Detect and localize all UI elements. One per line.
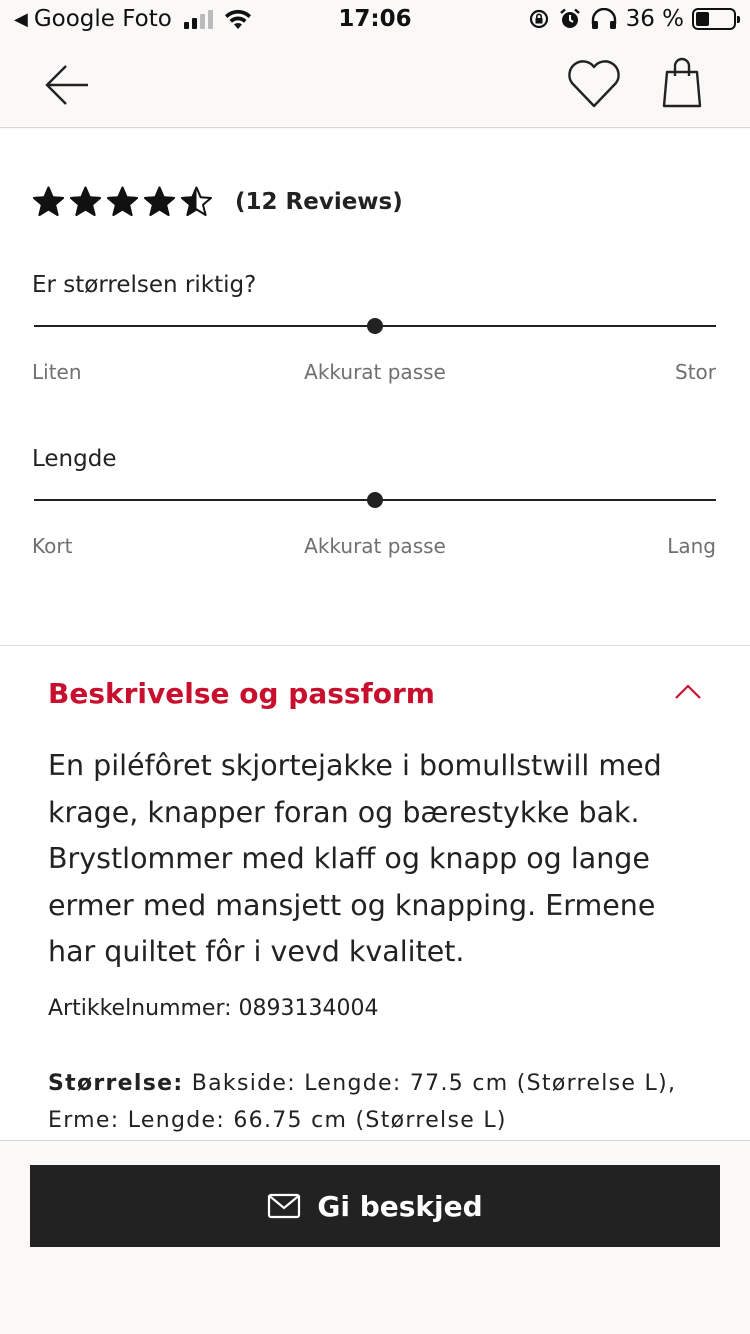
bottom-action-bar [0, 1140, 750, 1334]
size-info-value: Bakside: Lengde: 77.5 cm (Størrelse L), Erme: Lengde: 66.75 cm (Størrelse L) [48, 1071, 677, 1133]
fit-question-label: Lengde [32, 446, 117, 472]
description-title: Beskrivelse og passform [48, 677, 435, 710]
fit-label-max: Stor [675, 360, 716, 384]
notify-me-label: Gi beskjed [317, 1189, 483, 1223]
arrow-left-icon[interactable] [44, 62, 90, 108]
description-accordion-header[interactable] [48, 677, 708, 717]
star-rating [32, 186, 213, 218]
fit-size-marker [367, 318, 383, 334]
star-full-icon [69, 186, 102, 218]
article-number: Artikkelnummer: 0893134004 [48, 996, 379, 1021]
status-bar [0, 0, 750, 42]
chevron-up-icon [674, 681, 702, 701]
notify-me-button[interactable] [30, 1165, 720, 1247]
battery-icon [692, 8, 736, 30]
back-app-label: Google Foto [33, 6, 172, 32]
headphones-icon [590, 8, 618, 30]
product-details [0, 129, 750, 1140]
envelope-icon [267, 1193, 301, 1219]
star-full-icon [143, 186, 176, 218]
orientation-lock-icon [528, 8, 550, 30]
star-full-icon [106, 186, 139, 218]
size-info [48, 1065, 708, 1139]
fit-length-question [32, 446, 718, 566]
fit-label-max: Lang [667, 534, 716, 558]
shopping-bag-icon[interactable] [658, 56, 706, 110]
fit-label-mid: Akkurat passe [304, 360, 446, 384]
fit-question-label: Er størrelsen riktig? [32, 272, 257, 298]
rating-summary [32, 186, 403, 218]
section-divider [0, 645, 750, 646]
alarm-icon [558, 7, 582, 31]
battery-percent: 36 % [625, 6, 684, 32]
fit-label-min: Liten [32, 360, 82, 384]
status-right [528, 6, 736, 32]
fit-label-min: Kort [32, 534, 73, 558]
status-time: 17:06 [338, 6, 412, 32]
reviews-link[interactable]: (12 Reviews) [235, 189, 403, 215]
star-half-icon [180, 186, 213, 218]
back-to-app-icon: ◀ [14, 8, 28, 30]
description-text: En piléfôret skjortejakke i bomullstwill med krage, knapper foran og bærestykke bak. Brystlommer med klaff og knapp og lange ermer med mansjett og knapping. Ermene har quiltet fôr i vevd kvalitet. [48, 749, 662, 968]
fit-size-question [32, 272, 718, 392]
fit-length-marker [367, 492, 383, 508]
top-nav-bar [0, 42, 750, 128]
size-info-label: Størrelse: [48, 1071, 184, 1096]
star-full-icon [32, 186, 65, 218]
heart-icon[interactable] [566, 58, 622, 110]
fit-label-mid: Akkurat passe [304, 534, 446, 558]
